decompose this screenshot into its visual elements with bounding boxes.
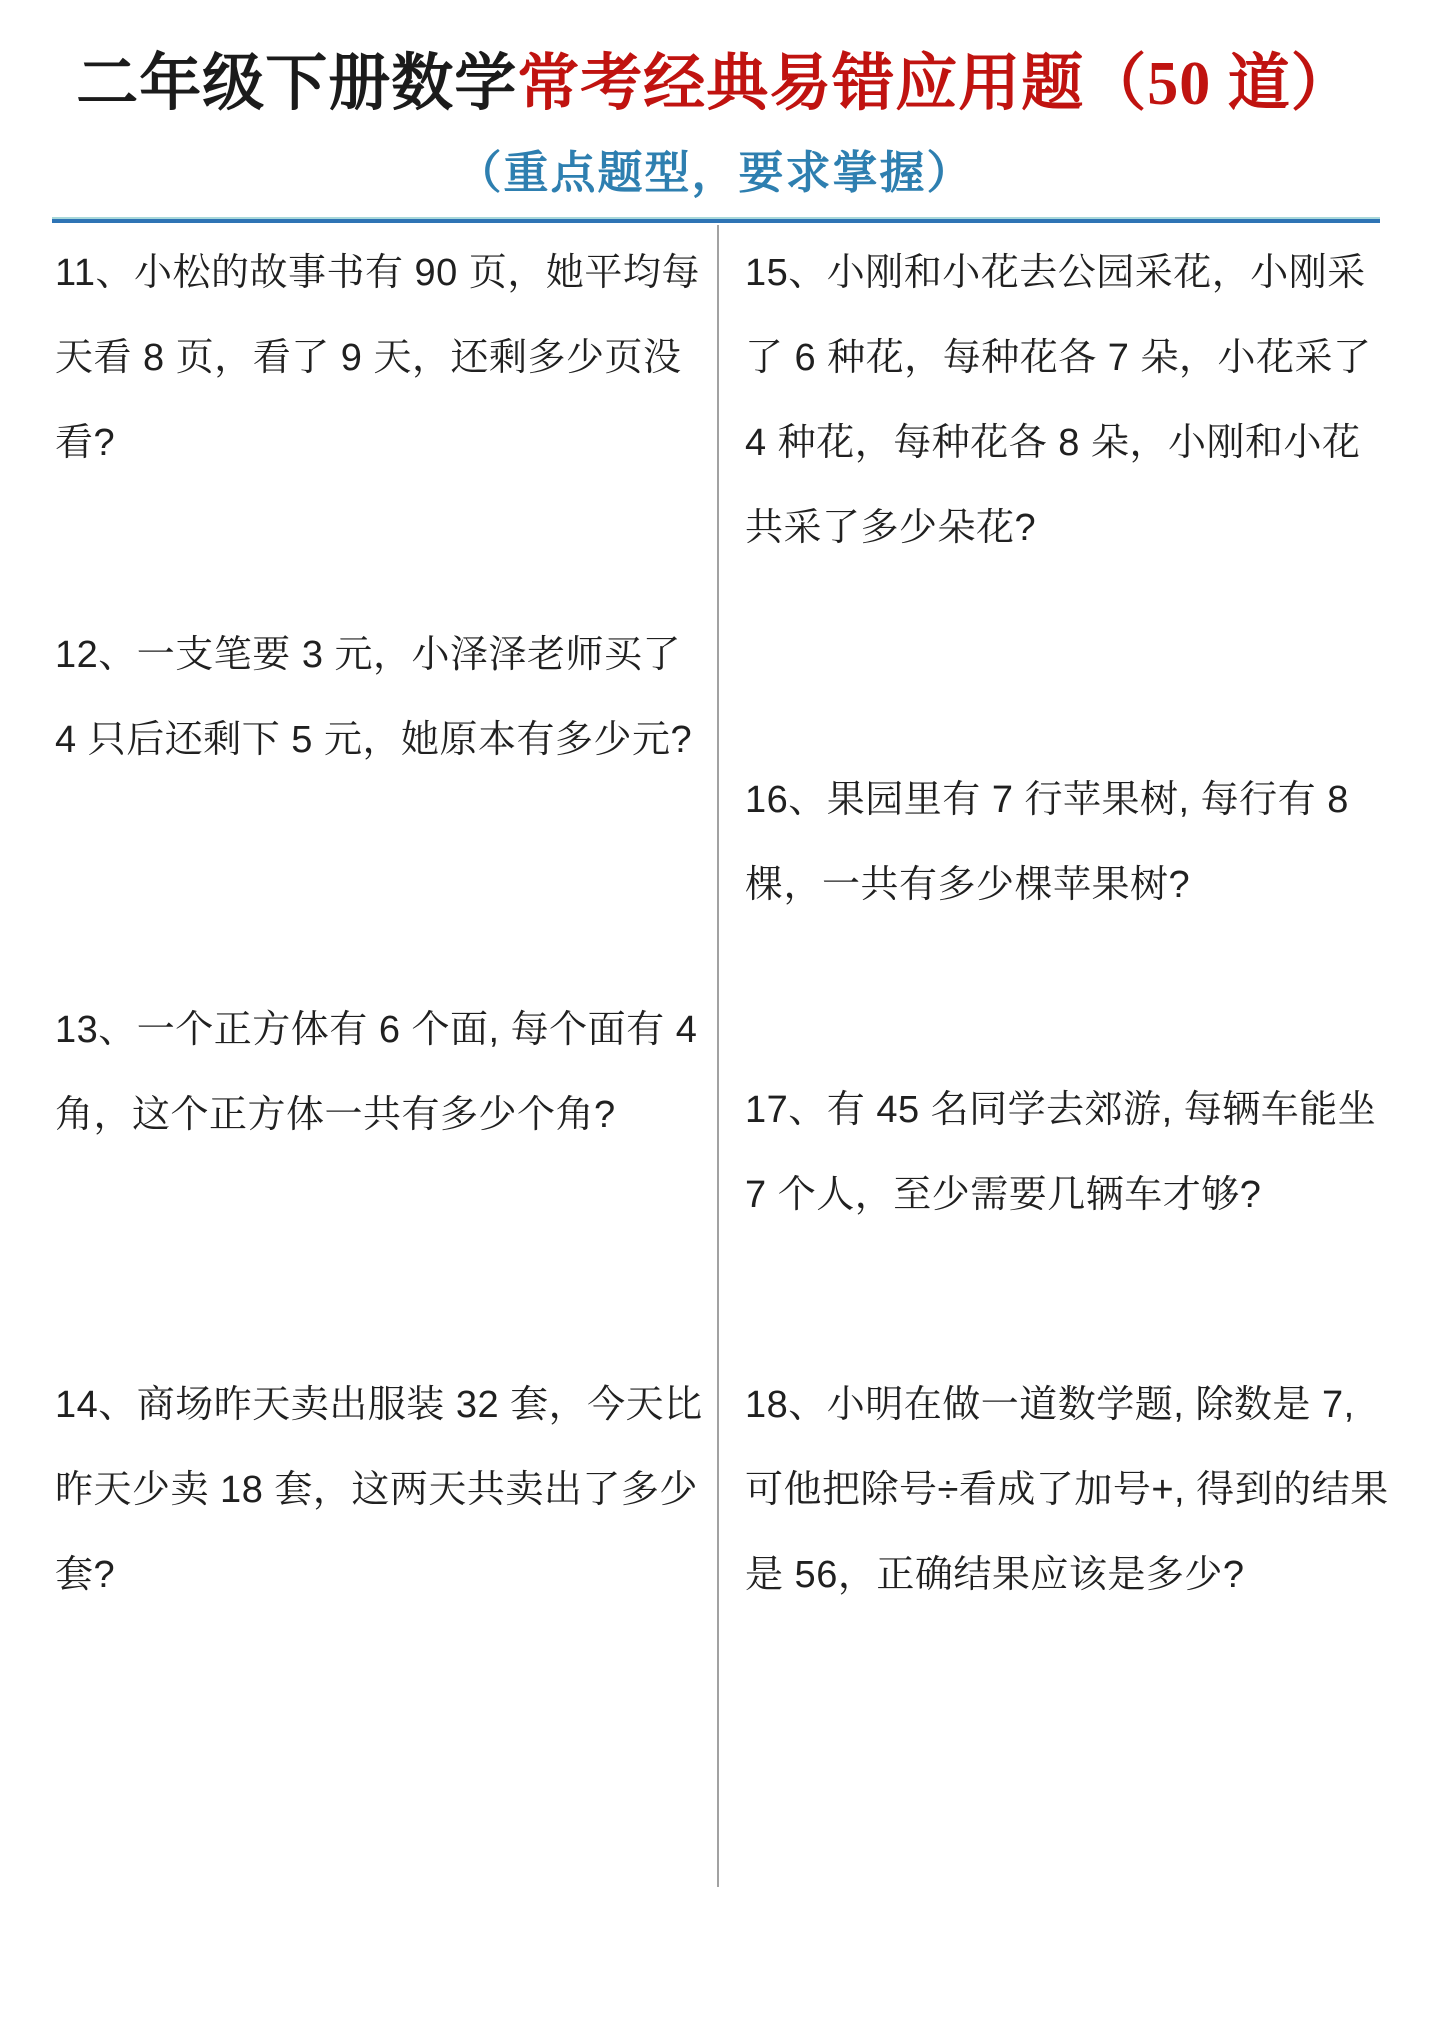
title-topic-part: 常考经典易错应用题（50 道） [517,50,1354,118]
question-15: 15、小刚和小花去公园采花，小刚采了 6 种花，每种花各 7 朵，小花采了 4 种花，每种花各 8 朵，小刚和小花共采了多少朵花? [745,251,1372,549]
question-13: 13、一个正方体有 6 个面, 每个面有 4 角，这个正方体一共有多少个角? [55,1008,698,1136]
question-14: 14、商场昨天卖出服装 32 套，今天比昨天少卖 18 套，这两天共卖出了多少套? [55,1383,703,1596]
question-12: 12、一支笔要 3 元，小泽泽老师买了 4 只后还剩下 5 元，她原本有多少元? [55,633,693,761]
worksheet-body [0,223,1430,1995]
page-title [0,0,1430,126]
question-17: 17、有 45 名同学去郊游, 每辆车能坐 7 个人，至少需要几辆车才够? [745,1088,1377,1216]
column-divider [717,225,719,1887]
question-11: 11、小松的故事书有 90 页，她平均每天看 8 页，看了 9 天，还剩多少页没看? [55,251,700,464]
page-subtitle: （重点题型，要求掌握） [456,147,974,198]
title-grade-part: 二年级下册数学 [76,50,518,118]
question-16: 16、果园里有 7 行苹果树, 每行有 8 棵，一共有多少棵苹果树? [745,778,1349,906]
question-18: 18、小明在做一道数学题, 除数是 7, 可他把除号÷看成了加号+, 得到的结果是 56，正确结果应该是多少? [745,1383,1389,1596]
